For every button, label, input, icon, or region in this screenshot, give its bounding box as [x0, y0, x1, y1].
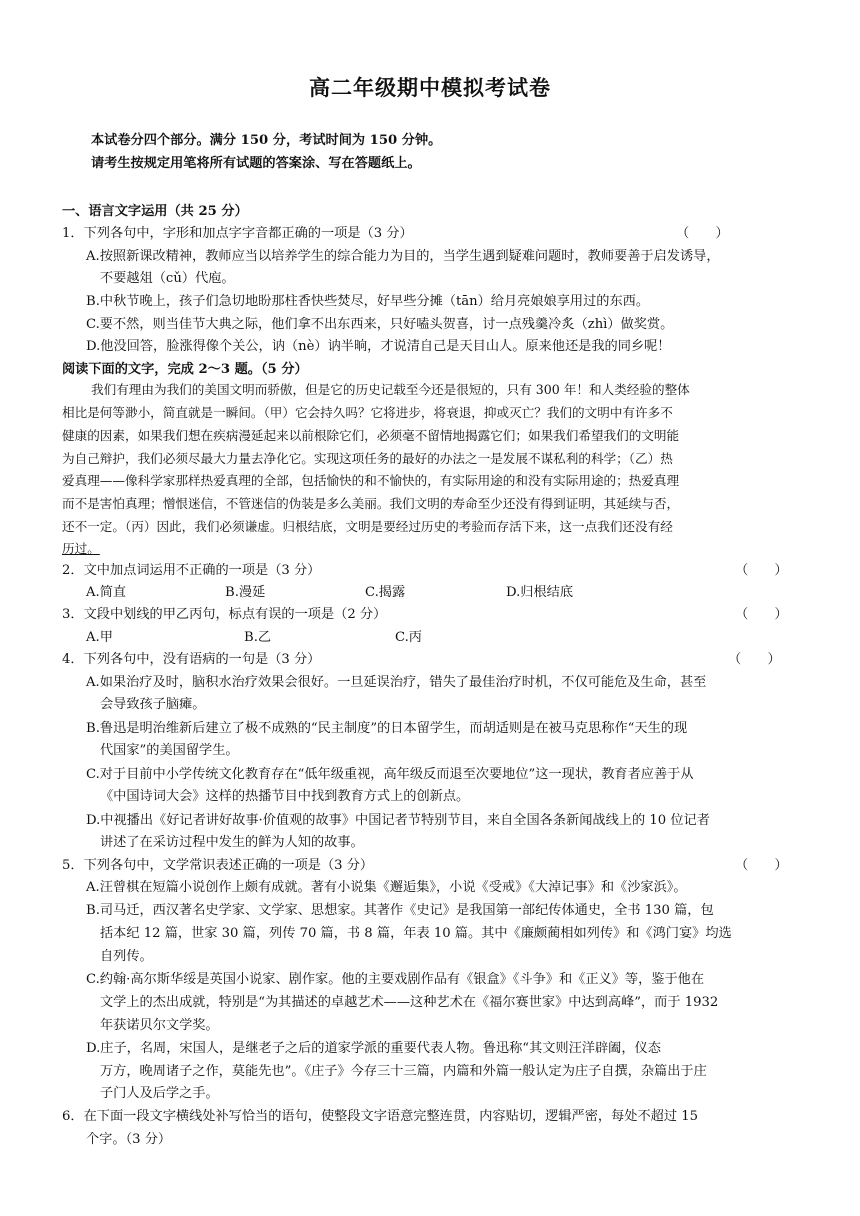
q1-answer-bracket: （ ）	[676, 226, 729, 241]
q1-option-d: D.他没回答，脸涨得像个关公，讷（nè）讷半晌，才说清自己是天目山人。原来他还是我的同乡呢！	[86, 339, 671, 354]
passage-line-4: 为自己辩护，我们必须尽最大力量去净化它。实现这项任务的最好的办法之一是发展不谋私利的科学；（乙）热	[62, 451, 673, 466]
q5-stem: 5．下列各句中，文学常识表述正确的一项是（3 分）	[62, 858, 374, 873]
q1-option-a: A.按照新课改精神，教师应当以培养学生的综合能力为目的，当学生遇到疑难问题时，教师要善于启发诱导，	[86, 249, 720, 264]
q1-option-b: B.中秋节晚上，孩子们急切地盼那柱香快些焚尽，好早些分摊（tān）给月亮娘娘享用过的东西。	[86, 294, 650, 309]
q5-answer-bracket: （ ）	[735, 858, 788, 873]
q2-option-b: B.漫延	[225, 585, 266, 600]
q3-option-a: A.甲	[86, 630, 113, 645]
q5-option-a: A.汪曾棋在短篇小说创作上颇有成就。著有小说集《邂逅集》，小说《受戒》《大淖记事》和《沙家浜》。	[86, 880, 687, 895]
exam-title: 高二年级期中模拟考试卷	[309, 76, 551, 100]
q2-option-c: C.揭露	[365, 585, 406, 600]
passage-line-6: 而不是害怕真理；憎恨迷信，不管迷信的伪装是多么美丽。我们文明的寿命至少还没有得到证明，其延续与否，	[62, 496, 680, 511]
q6-stem-cont: 个字。（3 分）	[86, 1132, 172, 1147]
q4-option-b: B.鲁迅是明治维新后建立了极不成熟的“民主制度”的日本留学生，而胡适则是在被马克思称作“天生的现	[86, 721, 688, 736]
q2-option-d: D.归根结底	[506, 585, 574, 600]
q4-option-c: C.对于目前中小学传统文化教育存在“低年级重视，高年级反而退至次要地位”这一现状，教育者应善于从	[86, 767, 694, 782]
q1-option-a-cont: 不要越俎（cǔ）代庖。	[100, 271, 235, 286]
q1-option-c: C.要不然，则当佳节大典之际，他们拿不出东西来，只好嗑头贺喜，讨一点残羹冷炙（zhì）做奖赏。	[86, 317, 674, 332]
instruction-line-2: 请考生按规定用笔将所有试题的答案涂、写在答题纸上。	[91, 156, 421, 171]
q5-option-c: C.约翰·高尔斯华绥是英国小说家、剧作家。他的主要戏剧作品有《银盒》《斗争》和《正义》等，鉴于他在	[86, 972, 705, 987]
q5-option-c-cont-2: 年获诺贝尔文学奖。	[100, 1018, 219, 1033]
q6-stem: 6．在下面一段文字横线处补写恰当的语句，使整段文字语意完整连贯，内容贴切，逻辑严密，每处不超过 15	[62, 1109, 698, 1124]
q3-answer-bracket: （ ）	[735, 607, 788, 622]
passage-line-2: 相比是何等渺小，简直就是一瞬间。（甲）它会持久吗？它将进步，将衰退，抑或灭亡？我们的文明中有许多不	[62, 405, 673, 420]
q4-option-d-cont: 讲述了在采访过程中发生的鲜为人知的故事。	[100, 835, 364, 850]
q4-option-c-cont: 《中国诗词大会》这样的热播节目中找到教育方式上的创新点。	[100, 789, 470, 804]
q4-option-b-cont: 代国家”的美国留学生。	[100, 743, 239, 758]
passage-line-7: 还不一定。（丙）因此，我们必须谦虚。归根结底，文明是要经过历史的考验而存活下来，这一点我们还没有经	[62, 519, 673, 534]
q2-stem: 2．文中加点词运用不正确的一项是（3 分）	[62, 563, 321, 578]
q4-option-a: A.如果治疗及时，脑积水治疗效果会很好。一旦延误治疗，错失了最佳治疗时机，不仅可能危及生命，甚至	[86, 675, 707, 690]
q5-option-b-cont-2: 自列传。	[100, 949, 153, 964]
q5-option-d-cont-1: 万方，晚周诸子之作，莫能先也”。《庄子》今存三十三篇，内篇和外篇一般认定为庄子自撰，杂篇出于庄	[100, 1064, 707, 1079]
q1-stem: 1．下列各句中，字形和加点字字音都正确的一项是（3 分）	[62, 226, 413, 241]
q5-option-d: D.庄子，名周，宋国人，是继老子之后的道家学派的重要代表人物。鲁迅称“其文则汪洋辟阖，仪态	[86, 1041, 661, 1056]
q3-stem: 3．文段中划线的甲乙丙句，标点有误的一项是（2 分）	[62, 607, 387, 622]
q5-option-d-cont-2: 子门人及后学之手。	[100, 1086, 219, 1101]
q3-option-b: B.乙	[244, 630, 272, 645]
passage-line-1: 我们有理由为我们的美国文明而骄傲，但是它的历史记载至今还是很短的，只有 300 年！和人类经验的整体	[91, 382, 690, 397]
q4-answer-bracket: （ ）	[728, 652, 781, 667]
instruction-line-1: 本试卷分四个部分。满分 150 分，考试时间为 150 分钟。	[91, 133, 442, 148]
q2-answer-bracket: （ ）	[735, 563, 788, 578]
q5-option-b: B.司马迁，西汉著名史学家、文学家、思想家。其著作《史记》是我国第一部纪传体通史，全书 130 篇，包	[86, 903, 714, 918]
section-heading-language: 一、语言文字运用（共 25 分）	[62, 204, 248, 219]
passage-line-3: 健康的因素，如果我们想在疾病漫延起来以前根除它们，必须毫不留情地揭露它们；如果我们希望我们的文明能	[62, 428, 680, 443]
reading-intro: 阅读下面的文字，完成 2～3 题。（5 分）	[62, 362, 308, 377]
passage-line-5: 爱真理——像科学家那样热爱真理的全部，包括愉快的和不愉快的，有实际用途的和没有实际用途的；热爱真理	[62, 473, 680, 488]
q5-option-c-cont-1: 文学上的杰出成就，特别是“为其描述的卓越艺术——这种艺术在《福尔赛世家》中达到高峰”，而于 1932	[100, 995, 719, 1010]
passage-line-8: 历过。	[62, 541, 100, 556]
q2-option-a: A.简直	[86, 585, 127, 600]
q5-option-b-cont-1: 括本纪 12 篇，世家 30 篇，列传 70 篇，书 8 篇，年表 10 篇。其中《廉颇蔺相如列传》和《鸿门宴》均选	[100, 926, 732, 941]
q4-stem: 4．下列各句中，没有语病的一句是（3 分）	[62, 652, 321, 667]
q3-option-c: C.丙	[395, 630, 422, 645]
q4-option-a-cont: 会导致孩子脑瘫。	[100, 697, 206, 712]
q4-option-d: D.中视播出《好记者讲好故事·价值观的故事》中国记者节特别节目，来自全国各条新闻战线上的 10 位记者	[86, 813, 710, 828]
